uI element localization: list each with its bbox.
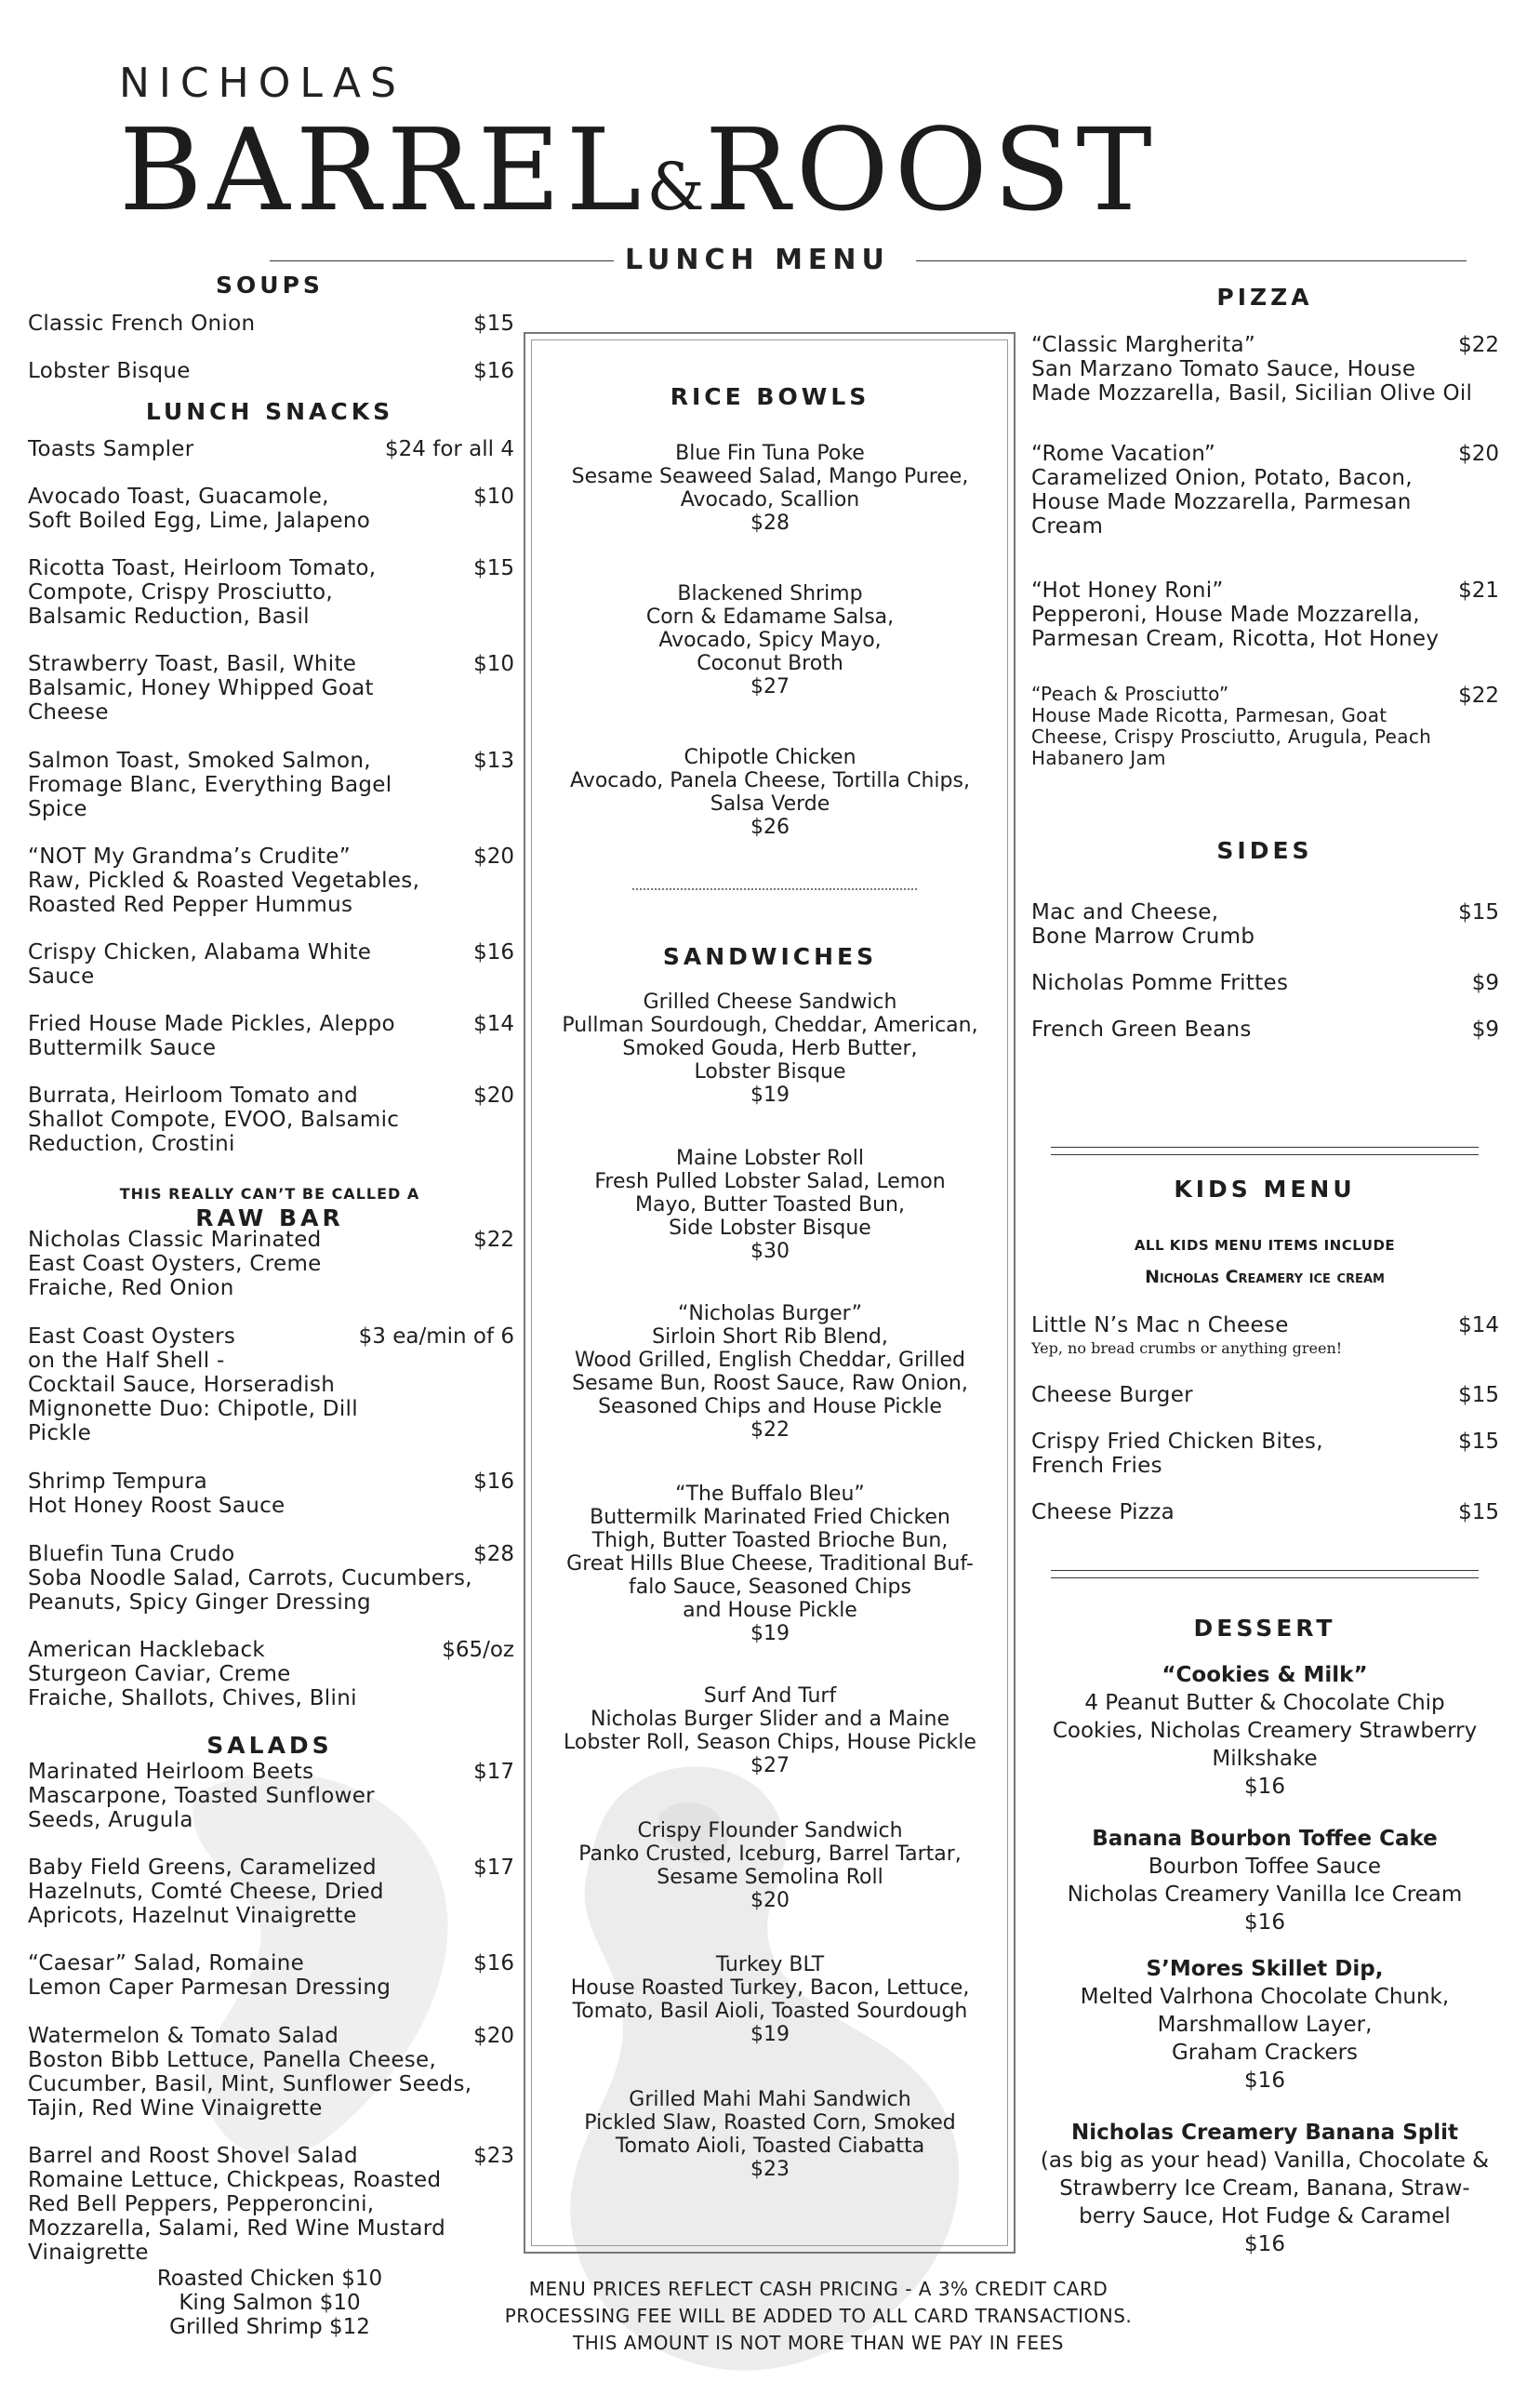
menu-item-price: $16 <box>473 940 514 964</box>
salad-addons: Roasted Chicken $10 King Salmon $10 Grilled Shrimp $12 <box>156 2267 383 2339</box>
menu-item: Classic French Onion <box>28 312 256 336</box>
dessert-title: Banana Bourbon Toffee Cake <box>1092 1827 1438 1851</box>
dessert-rule-top-1 <box>1051 1570 1479 1571</box>
rice-bowl-item: Blue Fin Tuna Poke Sesame Seaweed Salad, Mango Puree, Avocado, Scallion $28 <box>571 442 969 535</box>
menu-item: Salmon Toast, Smoked Salmon, Fromage Blanc, Everything Bagel Spice <box>28 749 392 821</box>
kids-note-line1: ALL KIDS MENU ITEMS INCLUDE <box>1134 1237 1396 1254</box>
menu-item-price: $20 <box>473 2024 514 2048</box>
dessert-title: “Cookies & Milk” <box>1162 1663 1368 1687</box>
menu-item: “Rome Vacation” Caramelized Onion, Potato, Bacon, House Made Mozzarella, Parmesan Cream <box>1031 442 1413 539</box>
menu-item: Crispy Fried Chicken Bites, French Fries <box>1031 1430 1323 1478</box>
dessert-heading: DESSERT <box>1193 1615 1336 1642</box>
dessert-item-0 <box>1023 1661 1507 1801</box>
menu-item: Nicholas Pomme Frittes <box>1031 971 1289 995</box>
menu-item: Little N’s Mac n Cheese <box>1031 1313 1289 1337</box>
sandwich-item: Grilled Mahi Mahi Sandwich Pickled Slaw, Roasted Corn, Smoked Tomato Aioli, Toasted Ciabatta $23 <box>584 2088 956 2181</box>
header-rule-right <box>916 260 1467 261</box>
brand-ampersand: & <box>646 149 705 225</box>
menu-item: Barrel and Roost Shovel Salad Romaine Lettuce, Chickpeas, Roasted Red Bell Peppers, Pepperoncini, Mozzarella, Salami, Red Wine Mustard Vinaigrette <box>28 2144 445 2265</box>
sandwich-item: Crispy Flounder Sandwich Panko Crusted, Iceburg, Barrel Tartar, Sesame Semolina Roll $20 <box>578 1819 962 1912</box>
menu-item: “Peach & Prosciutto” House Made Ricotta, Parmesan, Goat Cheese, Crispy Prosciutto, Arugula, Peach Habanero Jam <box>1031 683 1432 769</box>
menu-item: Shrimp Tempura Hot Honey Roost Sauce <box>28 1470 285 1518</box>
menu-item-price: $10 <box>473 485 514 509</box>
menu-item: Marinated Heirloom Beets Mascarpone, Toasted Sunflower Seeds, Arugula <box>28 1760 375 1832</box>
sandwich-item: “The Buffalo Bleu” Buttermilk Marinated Fried Chicken Thigh, Butter Toasted Brioche Bun, Great Hills Blue Cheese, Traditional Buf- falo Sauce, Seasoned Chips and House Pickle $19 <box>566 1483 974 1645</box>
lunch-snacks-heading: LUNCH SNACKS <box>145 398 394 425</box>
menu-item: Burrata, Heirloom Tomato and Shallot Compote, EVOO, Balsamic Reduction, Crostini <box>28 1084 400 1156</box>
menu-item-price: $9 <box>1471 1018 1499 1042</box>
menu-item: Ricotta Toast, Heirloom Tomato, Compote, Crispy Prosciutto, Balsamic Reduction, Basil <box>28 556 377 629</box>
brand-title-right: ROOST <box>704 104 1158 236</box>
rice-bowl-item: Chipotle Chicken Avocado, Panela Cheese, Tortilla Chips, Salsa Verde $26 <box>570 746 970 839</box>
menu-item-price: $23 <box>473 2144 514 2168</box>
menu-item-price: $16 <box>473 1470 514 1494</box>
menu-item-price: $21 <box>1458 579 1499 603</box>
sandwiches-heading: SANDWICHES <box>662 943 878 970</box>
menu-item-price: $20 <box>473 845 514 869</box>
menu-item: American Hackleback Sturgeon Caviar, Creme Fraiche, Shallots, Chives, Blini <box>28 1638 357 1710</box>
dessert-item-1 <box>1023 1825 1507 1936</box>
dessert-rule-top-2 <box>1051 1577 1479 1578</box>
menu-item-price: $22 <box>1458 333 1499 357</box>
menu-item-price: $15 <box>1458 1430 1499 1454</box>
kids-rule-top-2 <box>1051 1154 1479 1155</box>
menu-item: Watermelon & Tomato Salad Boston Bibb Lettuce, Panella Cheese, Cucumber, Basil, Mint, Sunflower Seeds, Tajin, Red Wine Vinaigrette <box>28 2024 472 2121</box>
menu-item-price: $13 <box>473 749 514 773</box>
menu-item-price: $20 <box>473 1084 514 1108</box>
menu-item: Toasts Sampler <box>28 437 194 461</box>
menu-item-price: $14 <box>473 1012 514 1036</box>
menu-item: Lobster Bisque <box>28 359 191 383</box>
menu-item: Cheese Pizza <box>1031 1500 1175 1524</box>
raw-bar-subheading: THIS REALLY CAN’T BE CALLED A <box>119 1185 420 1203</box>
menu-item: Avocado Toast, Guacamole, Soft Boiled Egg, Lime, Jalapeno <box>28 485 371 533</box>
sandwich-item: “Nicholas Burger” Sirloin Short Rib Blend, Wood Grilled, English Cheddar, Grilled Sesame Bun, Roost Sauce, Raw Onion, Seasoned Chips and House Pickle $22 <box>572 1302 968 1442</box>
menu-item: Cheese Burger <box>1031 1383 1193 1407</box>
menu-item: French Green Beans <box>1031 1018 1252 1042</box>
dessert-description: 4 Peanut Butter & Chocolate Chip Cookies, Nicholas Creamery Strawberry Milkshake $16 <box>1052 1691 1478 1799</box>
menu-item-price: $3 ea/min of 6 <box>358 1324 514 1349</box>
menu-item: Fried House Made Pickles, Aleppo Buttermilk Sauce <box>28 1012 395 1060</box>
dessert-description: Melted Valrhona Chocolate Chunk, Marshmallow Layer, Graham Crackers $16 <box>1080 1985 1450 2093</box>
kids-rule-top-1 <box>1051 1147 1479 1148</box>
lunch-menu-subtitle: LUNCH MENU <box>625 244 890 276</box>
sandwich-item: Maine Lobster Roll Fresh Pulled Lobster Salad, Lemon Mayo, Butter Toasted Bun, Side Lobster Bisque $30 <box>594 1147 946 1263</box>
pizza-heading: PIZZA <box>1216 284 1313 311</box>
menu-item-price: $14 <box>1458 1313 1499 1337</box>
menu-item: East Coast Oysters on the Half Shell - Cocktail Sauce, Horseradish Mignonette Duo: Chipotle, Dill Pickle <box>28 1324 358 1445</box>
sandwich-item: Turkey BLT House Roasted Turkey, Bacon, Lettuce, Tomato, Basil Aioli, Toasted Sourdough $19 <box>570 1953 970 2046</box>
menu-item: Mac and Cheese, Bone Marrow Crumb <box>1031 900 1255 949</box>
dessert-item-2 <box>1023 1955 1507 2095</box>
menu-item-price: $24 for all 4 <box>385 437 514 461</box>
brand-title <box>119 104 1158 247</box>
menu-item-price: $16 <box>473 359 514 383</box>
dotted-divider <box>632 888 917 890</box>
header-rule-left <box>270 260 614 261</box>
brand-top: NICHOLAS <box>119 60 405 107</box>
kids-note-line2: Nicholas Creamery ice cream <box>1145 1267 1385 1287</box>
menu-item: “Classic Margherita” San Marzano Tomato Sauce, House Made Mozzarella, Basil, Sicilian Olive Oil <box>1031 333 1473 406</box>
menu-item-price: $15 <box>1458 1500 1499 1524</box>
menu-item: “Hot Honey Roni” Pepperoni, House Made Mozzarella, Parmesan Cream, Ricotta, Hot Honey <box>1031 579 1440 651</box>
kids-item-note: Yep, no bread crumbs or anything green! <box>1031 1339 1343 1357</box>
dessert-description: Bourbon Toffee Sauce Nicholas Creamery Vanilla Ice Cream $16 <box>1067 1855 1463 1935</box>
menu-item-price: $15 <box>473 312 514 336</box>
dessert-title: S’Mores Skillet Dip, <box>1146 1957 1384 1981</box>
menu-item-price: $17 <box>473 1856 514 1880</box>
menu-item-price: $65/oz <box>442 1638 514 1662</box>
menu-item: Baby Field Greens, Caramelized Hazelnuts, Comté Cheese, Dried Apricots, Hazelnut Vinaigrette <box>28 1856 384 1928</box>
menu-item-price: $16 <box>473 1951 514 1975</box>
menu-item-price: $28 <box>473 1542 514 1566</box>
sandwich-item: Grilled Cheese Sandwich Pullman Sourdough, Cheddar, American, Smoked Gouda, Herb Butter, Lobster Bisque $19 <box>562 991 978 1107</box>
raw-bar-heading: RAW BAR <box>195 1204 344 1231</box>
menu-item: “NOT My Grandma’s Crudite” Raw, Pickled & Roasted Vegetables, Roasted Red Pepper Hummus <box>28 845 420 917</box>
card-fee-notice: MENU PRICES REFLECT CASH PRICING - A 3% CREDIT CARD PROCESSING FEE WILL BE ADDED TO ALL CARD TRANSACTIONS. THIS AMOUNT IS NOT MORE THAN WE PAY IN FEES <box>504 2278 1133 2354</box>
menu-item-price: $10 <box>473 652 514 676</box>
salads-heading: SALADS <box>206 1732 333 1759</box>
rice-bowl-item: Blackened Shrimp Corn & Edamame Salsa, Avocado, Spicy Mayo, Coconut Broth $27 <box>645 582 895 698</box>
menu-item: Nicholas Classic Marinated East Coast Oysters, Creme Fraiche, Red Onion <box>28 1228 322 1300</box>
menu-item-price: $17 <box>473 1760 514 1784</box>
menu-item-price: $15 <box>473 556 514 580</box>
dessert-item-3 <box>1023 2119 1507 2258</box>
sides-heading: SIDES <box>1216 837 1313 864</box>
rice-bowls-heading: RICE BOWLS <box>670 383 870 410</box>
menu-item-price: $15 <box>1458 1383 1499 1407</box>
menu-item-price: $22 <box>473 1228 514 1252</box>
menu-item: Strawberry Toast, Basil, White Balsamic, Honey Whipped Goat Cheese <box>28 652 374 725</box>
sandwich-item: Surf And Turf Nicholas Burger Slider and a Maine Lobster Roll, Season Chips, House Pickle $27 <box>564 1684 976 1777</box>
menu-item: “Caesar” Salad, Romaine Lemon Caper Parmesan Dressing <box>28 1951 392 2000</box>
menu-item: Crispy Chicken, Alabama White Sauce <box>28 940 372 989</box>
menu-item-price: $20 <box>1458 442 1499 466</box>
kids-menu-heading: KIDS MENU <box>1174 1176 1356 1203</box>
brand-title-left: BARREL <box>119 104 647 236</box>
dessert-title: Nicholas Creamery Banana Split <box>1071 2121 1458 2145</box>
menu-item-price: $15 <box>1458 900 1499 924</box>
soups-heading: SOUPS <box>216 272 324 299</box>
dessert-description: (as big as your head) Vanilla, Chocolate & Strawberry Ice Cream, Banana, Straw- berry Sauce, Hot Fudge & Caramel $16 <box>1040 2148 1490 2256</box>
menu-item-price: $9 <box>1471 971 1499 995</box>
menu-item: Bluefin Tuna Crudo Soba Noodle Salad, Carrots, Cucumbers, Peanuts, Spicy Ginger Dressing <box>28 1542 472 1615</box>
menu-item-price: $22 <box>1458 684 1499 708</box>
